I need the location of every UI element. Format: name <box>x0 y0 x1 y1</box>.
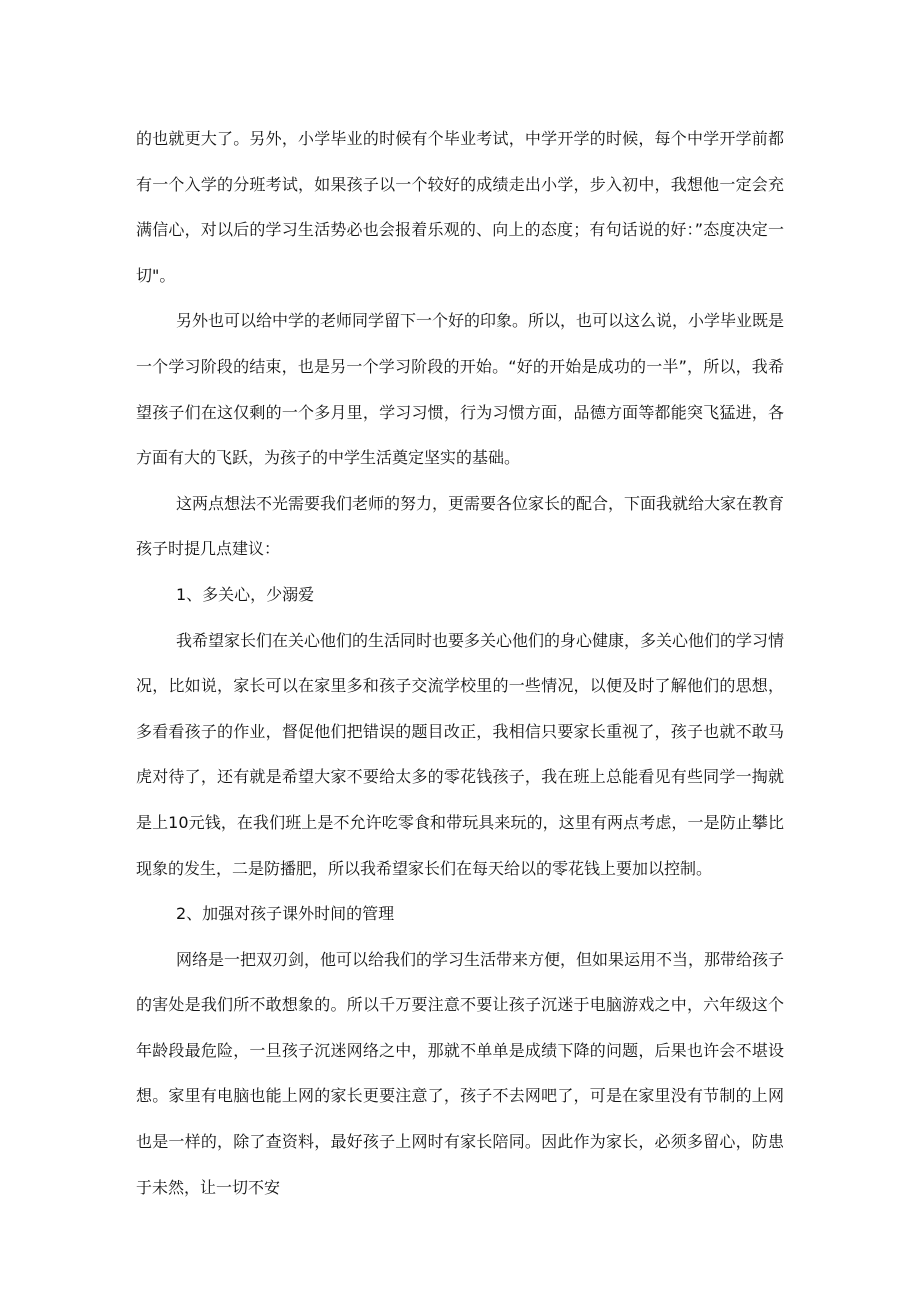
paragraph-good-impression: 另外也可以给中学的老师同学留下一个好的印象。所以，也可以这么说，小学毕业既是一个学习阶段的结束，也是另一个学习阶段的开始。“好的开始是成功的一半”，所以，我希望孩子们在这仅剩的一个多月里，学习习惯，行为习惯方面，品德方面等都能突飞猛进，各方面有大的飞跃，为孩子的中学生活奠定坚实的基础。 <box>136 311 785 468</box>
section-heading-1: 1、多关心，少溺爱 <box>176 584 315 604</box>
paragraph-internet-management: 网络是一把双刃剑，他可以给我们的学习生活带来方便，但如果运用不当，那带给孩子的害处是我们所不敢想象的。所以千万要注意不要让孩子沉迷于电脑游戏之中，六年级这个年龄段最危险，一旦孩子沉迷网络之中，那就不单单是成绩下降的问题，后果也许会不堪设想。家里有电脑也能上网的家长更要注意了，孩子不去网吧了，可是在家里没有节制的上网也是一样的，除了查资料，最好孩子上网时有家长陪同。因此作为家长，必须多留心，防患于未然，让一切不安 <box>136 949 785 1197</box>
section-heading-2: 2、加强对孩子课外时间的管理 <box>176 904 395 924</box>
paragraph-care-more: 我希望家长们在关心他们的生活同时也要多关心他们的身心健康，多关心他们的学习情况，比如说，家长可以在家里多和孩子交流学校里的一些情况，以便及时了解他们的思想，多看看孩子的作业，督促他们把错误的题目改正，我相信只要家长重视了，孩子也就不敢马虎对待了，还有就是希望大家不要给太多的零花钱孩子，我在班上总能看见有些同学一掏就是上10元钱，在我们班上是不允许吃零食和带玩具来玩的，这里有两点考虑，一是防止攀比现象的发生，二是防播肥，所以我希望家长们在每天给以的零花钱上要加以控制。 <box>136 630 785 878</box>
paragraph-parent-cooperation: 这两点想法不光需要我们老师的努力，更需要各位家长的配合，下面我就给大家在教育孩子时提几点建议： <box>136 493 785 559</box>
paragraph-continuation: 的也就更大了。另外，小学毕业的时候有个毕业考试，中学开学的时候，每个中学开学前都有一个入学的分班考试，如果孩子以一个较好的成绩走出小学，步入初中，我想他一定会充满信心，对以后的学习生活势必也会报着乐观的、向上的态度；有句话说的好：”态度决定一切"。 <box>136 129 784 285</box>
document-body <box>136 116 784 1210</box>
